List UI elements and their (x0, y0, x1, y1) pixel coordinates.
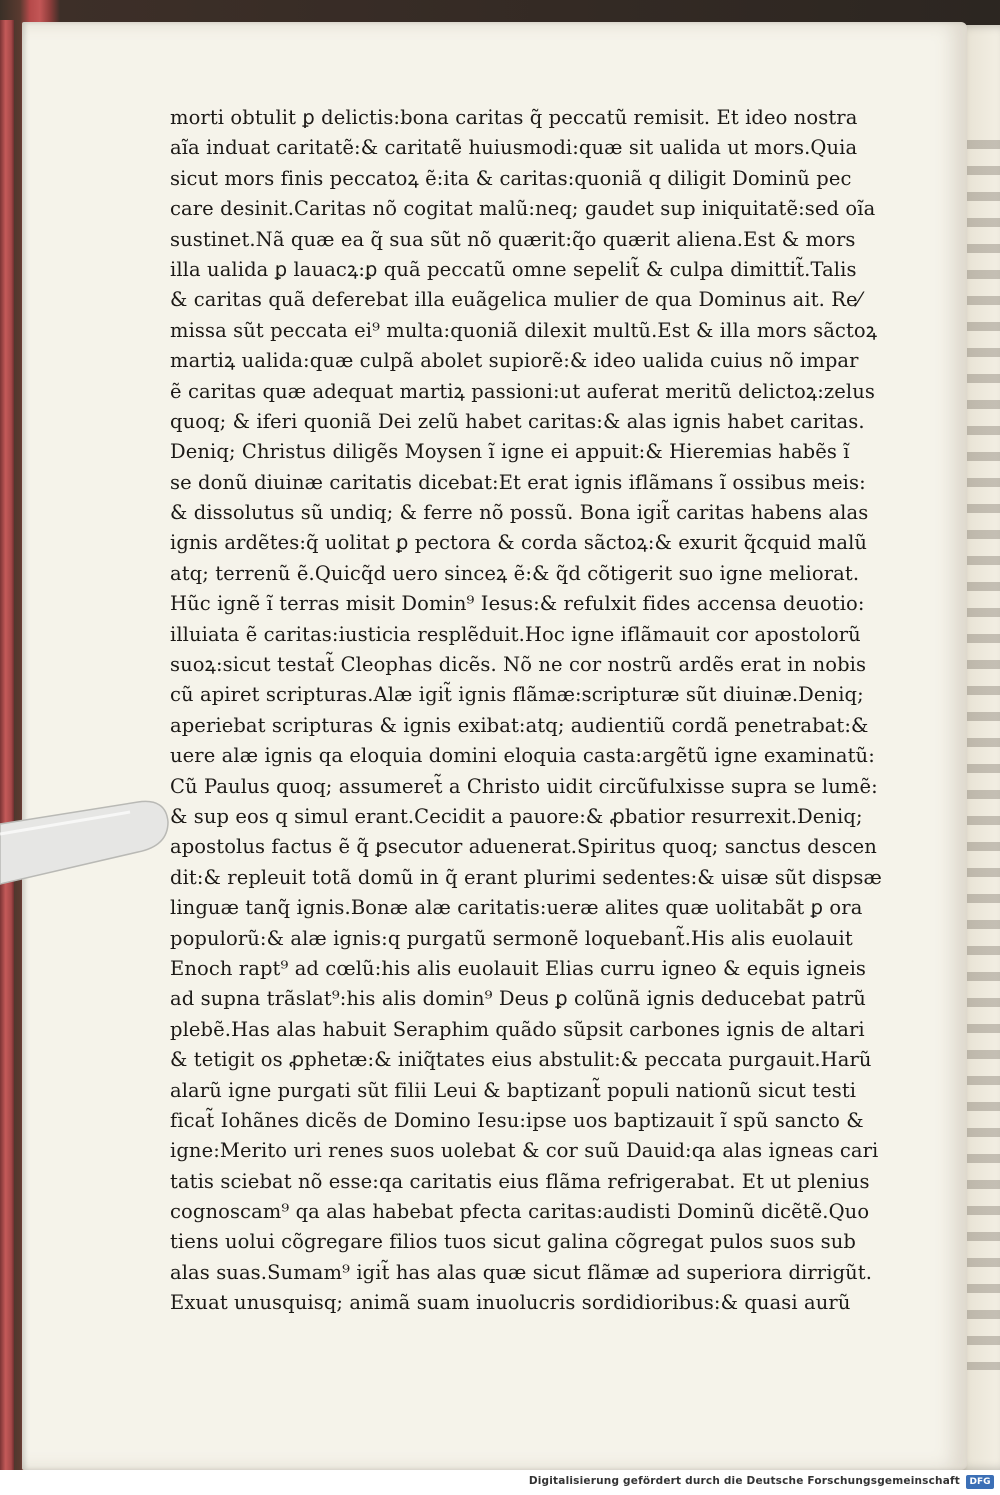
text-line: illuiata ẽ caritas:iusticia resplẽduit.Hoc igne iflãmauit cor apostolorũ (170, 622, 861, 646)
footer-credit: Digitalisierung gefördert durch die Deutsche Forschungsgemeinschaft (528, 1475, 960, 1487)
text-line: ad supna trãslat⁹:his alis domin⁹ Deus ꝑ colũnã ignis deducebat patrũ (170, 987, 866, 1011)
text-line: care desinit.Caritas nõ cogitat malũ:neq; gaudet sup iniquitatẽ:sed oĩa (170, 197, 876, 221)
text-line: ẽ caritas quæ adequat martiꝝ passioni:ut auferat meritũ delictoꝝ:zelus (170, 379, 876, 403)
text-line: dit:& repleuit totã domũ in q̃ erant plurimi sedentes:& uisæ sũt dispsæ (170, 865, 882, 889)
text-line: missa sũt peccata ei⁹ multa:quoniã dilexit multũ.Est & illa mors sãctoꝝ (170, 318, 878, 342)
facing-page-text-shadow (965, 140, 1000, 1370)
text-line: alarũ igne purgati sũt filii Leui & baptizant̃ populi nationũ sicut testi (170, 1078, 857, 1102)
text-line: cognoscam⁹ qa alas habebat pfecta caritas:audisti Dominũ dicẽtẽ.Quo (170, 1200, 870, 1224)
bookmark-strip (0, 798, 170, 888)
book-edge (0, 20, 14, 1470)
text-line: linguæ tanq̃ ignis.Bonæ alæ caritatis:ueræ alites quæ uolitabãt ꝑ ora (170, 896, 863, 920)
text-line: Cũ Paulus quoq; assumeret̃ a Christo uidit circũfulxisse supra se lumẽ: (170, 774, 878, 798)
text-line: Exuat unusquisq; animã suam inuolucris sordidioribus:& quasi aurũ (170, 1291, 851, 1315)
text-line: ficat̃ Iohãnes dicẽs de Domino Iesu:ipse uos baptizauit ĩ spũ sancto & (170, 1108, 864, 1132)
text-line: alas suas.Sumam⁹ igit̃ has alas quæ sicut flãmæ ad superiora dirrigũt. (170, 1260, 873, 1284)
text-line: atq; terrenũ ẽ.Quicq̃d uero sinceꝝ ẽ:& q̃d cõtigerit suo igne meliorat. (170, 561, 860, 585)
footer (0, 1470, 1000, 1495)
text-line: & sup eos q simul erant.Cecidit a pauore:& ꝓbatior resurrexit.Deniq; (170, 804, 863, 828)
text-line: tiens uolui cõgregare filios tuos sicut galina cõgregat pulos suos sub (170, 1230, 856, 1254)
text-line: martiꝝ ualida:quæ culpã abolet supiorẽ:& ideo ualida cuius nõ impar (170, 349, 859, 373)
text-line: cũ apiret scripturas.Alæ igit̃ ignis flãmæ:scripturæ sũt diuinæ.Deniq; (170, 683, 864, 707)
text-line: & tetigit os ꝓphetæ:& iniq̃tates eius abstulit:& peccata purgauit.Harũ (170, 1048, 872, 1072)
text-line: aĩa induat caritatẽ:& caritatẽ huiusmodi:quæ sit ualida ut mors.Quia (170, 136, 858, 160)
text-line: plebẽ.Has alas habuit Seraphim quãdo sũpsit carbones ignis de altari (170, 1017, 865, 1041)
text-line: suoꝝ:sicut testat̃ Cleophas dicẽs. Nõ ne cor nostrũ ardẽs erat in nobis (170, 653, 867, 677)
text-line: Enoch rapt⁹ ad cœlũ:his alis euolauit Elias curru igneo & equis igneis (170, 956, 867, 980)
text-line: quoq; & iferi quoniã Dei zelũ habet caritas:& alas ignis habet caritas. (170, 409, 865, 433)
text-line: illa ualida ꝑ lauacꝝ:ꝑ quã peccatũ omne sepelit̃ & culpa dimittit̃.Talis (170, 257, 857, 281)
text-line: & caritas quã deferebat illa euãgelica mulier de qua Dominus ait. Re⁄ (170, 288, 862, 312)
text-line: apostolus factus ẽ q̃ ꝑsecutor aduenerat.Spiritus quoq; sanctus descen (170, 835, 877, 859)
text-line: aperiebat scripturas & ignis exibat:atq; audientiũ cordã penetrabat:& (170, 713, 869, 737)
text-line: tatis sciebat nõ esse:qa caritatis eius flãma refrigerabat. Et ut plenius (170, 1169, 870, 1193)
dfg-logo: DFG (966, 1475, 994, 1489)
text-line: populorũ:& alæ ignis:q purgatũ sermonẽ loquebant̃.His alis euolauit (170, 926, 853, 950)
text-line: sustinet.Nã quæ ea q̃ sua sũt nõ quærit:q̃o quærit aliena.Est & mors (170, 227, 856, 251)
text-line: Hũc ignẽ ĩ terras misit Domin⁹ Iesus:& refulxit fides accensa deuotio: (170, 592, 865, 616)
text-line: sicut mors finis peccatoꝝ ẽ:ita & caritas:quoniã q diligit Dominũ pec (170, 166, 852, 190)
text-line: & dissolutus sũ undiq; & ferre nõ possũ. Bona igit̃ caritas habens alas (170, 501, 869, 525)
text-line: igne:Merito uri renes suos uolebat & cor suũ Dauid:qa alas igneas cari (170, 1139, 879, 1163)
text-line: morti obtulit ꝑ delictis:bona caritas q̃ peccatũ remisit. Et ideo nostra (170, 106, 858, 129)
text-line: se donũ diuinæ caritatis dicebat:Et erat ignis iflãmans ĩ ossibus meis: (170, 470, 866, 494)
text-line: ignis ardẽtes:q̃ uolitat ꝑ pectora & corda sãctoꝝ:& exurit q̃cquid malũ (170, 531, 868, 555)
body-text (170, 103, 890, 1319)
text-line: Deniq; Christus diligẽs Moysen ĩ igne ei appuit:& Hieremias habẽs ĩ (170, 440, 850, 464)
text-line: uere alæ ignis qa eloquia domini eloquia casta:argẽtũ igne examinatũ: (170, 744, 875, 768)
